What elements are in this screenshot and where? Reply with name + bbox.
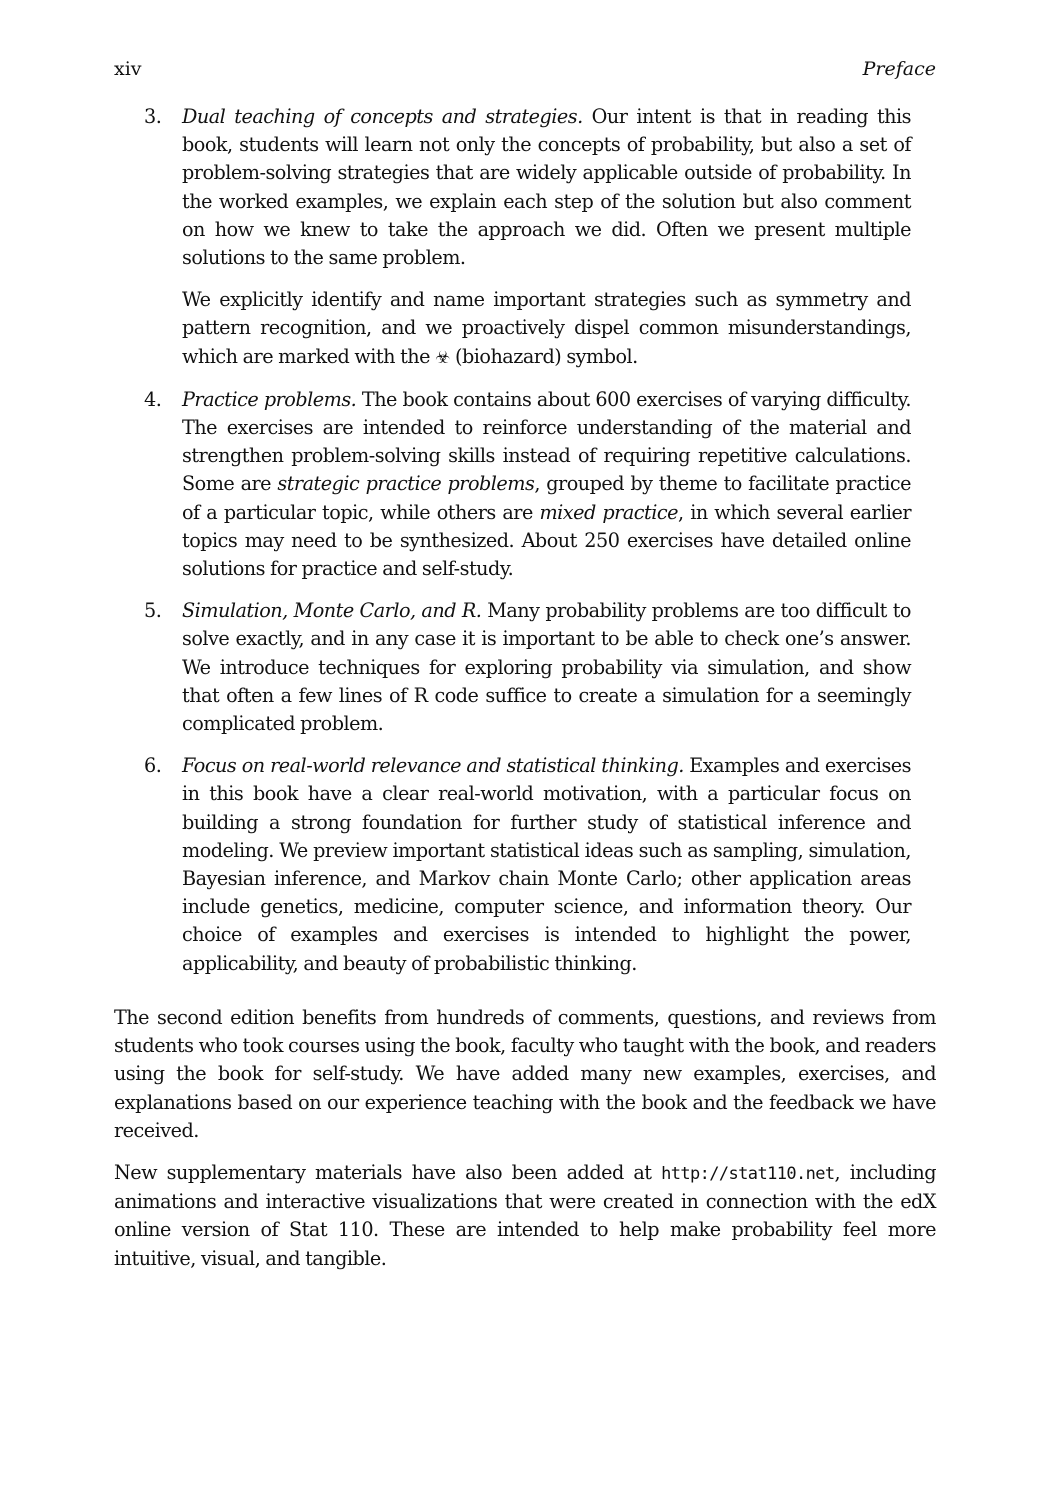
running-head: Preface: [862, 58, 936, 80]
item-body: The book contains about 600 exercises of varying difficulty. The exercises are intended to reinforce understanding of the material and strengthen problem-solving skills instead of requiring repetitive calculations. Some are: [182, 387, 911, 496]
item-body: , in which several earlier topics may need to be synthesized. About 250 exercises have detailed online solutions for practice and self-study.: [182, 500, 911, 581]
item-title: Simulation, Monte Carlo, and R.: [182, 599, 482, 623]
item-body: Our intent is that in reading this book, students will learn not only the concepts of probability, but also a set of problem-solving strategies that are widely applicable outside of probability. In the worked examples, we explain each step of the solution but also comment on how we knew to take the approach we did. Often we present multiple solutions to the same problem.: [182, 105, 911, 270]
item-paragraph: [182, 752, 911, 978]
item-title: Focus on real-world relevance and statistical thinking.: [182, 754, 684, 778]
item-body: , grouped by theme to facilitate practice of a particular topic, while others are: [182, 472, 911, 524]
emphasis-text: mixed practice: [539, 500, 678, 524]
paragraph-text: , including animations and interactive visualizations that were created in connection with the edX online version of Stat 110. These are intended to help make probability feel more intuitive, visual, and tangible.: [114, 1160, 937, 1270]
biohazard-icon: ☣: [435, 347, 450, 368]
item-paragraph: [182, 286, 911, 372]
item-body: Many probability problems are too difficult to solve exactly, and in any case it is important to be able to check one’s answer. We introduce techniques for exploring probability via simulation, and show that often a few lines of R code suffice to create a simulation for a seemingly complicated problem.: [182, 599, 911, 736]
item-number: 5.: [144, 599, 162, 623]
item-body: (biohazard) symbol.: [454, 344, 638, 368]
supplementary-paragraph: [114, 1159, 936, 1273]
item-body: Examples and exercises in this book have a clear real-world motivation, with a particular focus on building a strong foundation for further study of statistical inference and modeling. We preview important statistical ideas such as sampling, simulation, Bayesian inference, and Markov chain Monte Carlo; other application areas include genetics, medicine, computer science, and information theory. Our choice of examples and exercises is intended to highlight the power, applicability, and beauty of probabilistic thinking.: [182, 754, 912, 975]
item-number: 4.: [144, 387, 162, 411]
list-item-5: [114, 597, 911, 738]
item-paragraph: [182, 103, 911, 272]
stat110-link[interactable]: http://stat110.net: [661, 1163, 835, 1184]
item-title: Dual teaching of concepts and strategies.: [182, 105, 583, 128]
list-item-4: [114, 386, 911, 583]
item-paragraph: [182, 597, 911, 738]
item-title: Practice problems.: [182, 387, 357, 411]
page-header: [114, 58, 936, 84]
item-number: 3.: [144, 105, 162, 128]
page-number: xiv: [114, 58, 142, 80]
numbered-list: [114, 103, 936, 978]
list-item-3: [114, 103, 911, 372]
item-number: 6.: [144, 754, 162, 778]
item-body: We explicitly identify and name important strategies such as symmetry and pattern recognition, and we proactively dispel common misunderstandings, which are marked with the: [182, 288, 911, 368]
item-paragraph: [182, 386, 911, 583]
emphasis-text: strategic practice problems: [277, 472, 535, 496]
body-text: [114, 103, 936, 1273]
paragraph-text: New supplementary materials have also been added at: [114, 1160, 652, 1184]
second-edition-paragraph: The second edition benefits from hundreds of comments, questions, and reviews from students who took courses using the book, faculty who taught with the book, and readers using the book for self-study. We have added many new examples, exercises, and explanations based on our experience teaching with the book and the feedback we have received.: [114, 1005, 936, 1142]
list-item-6: [114, 752, 911, 978]
